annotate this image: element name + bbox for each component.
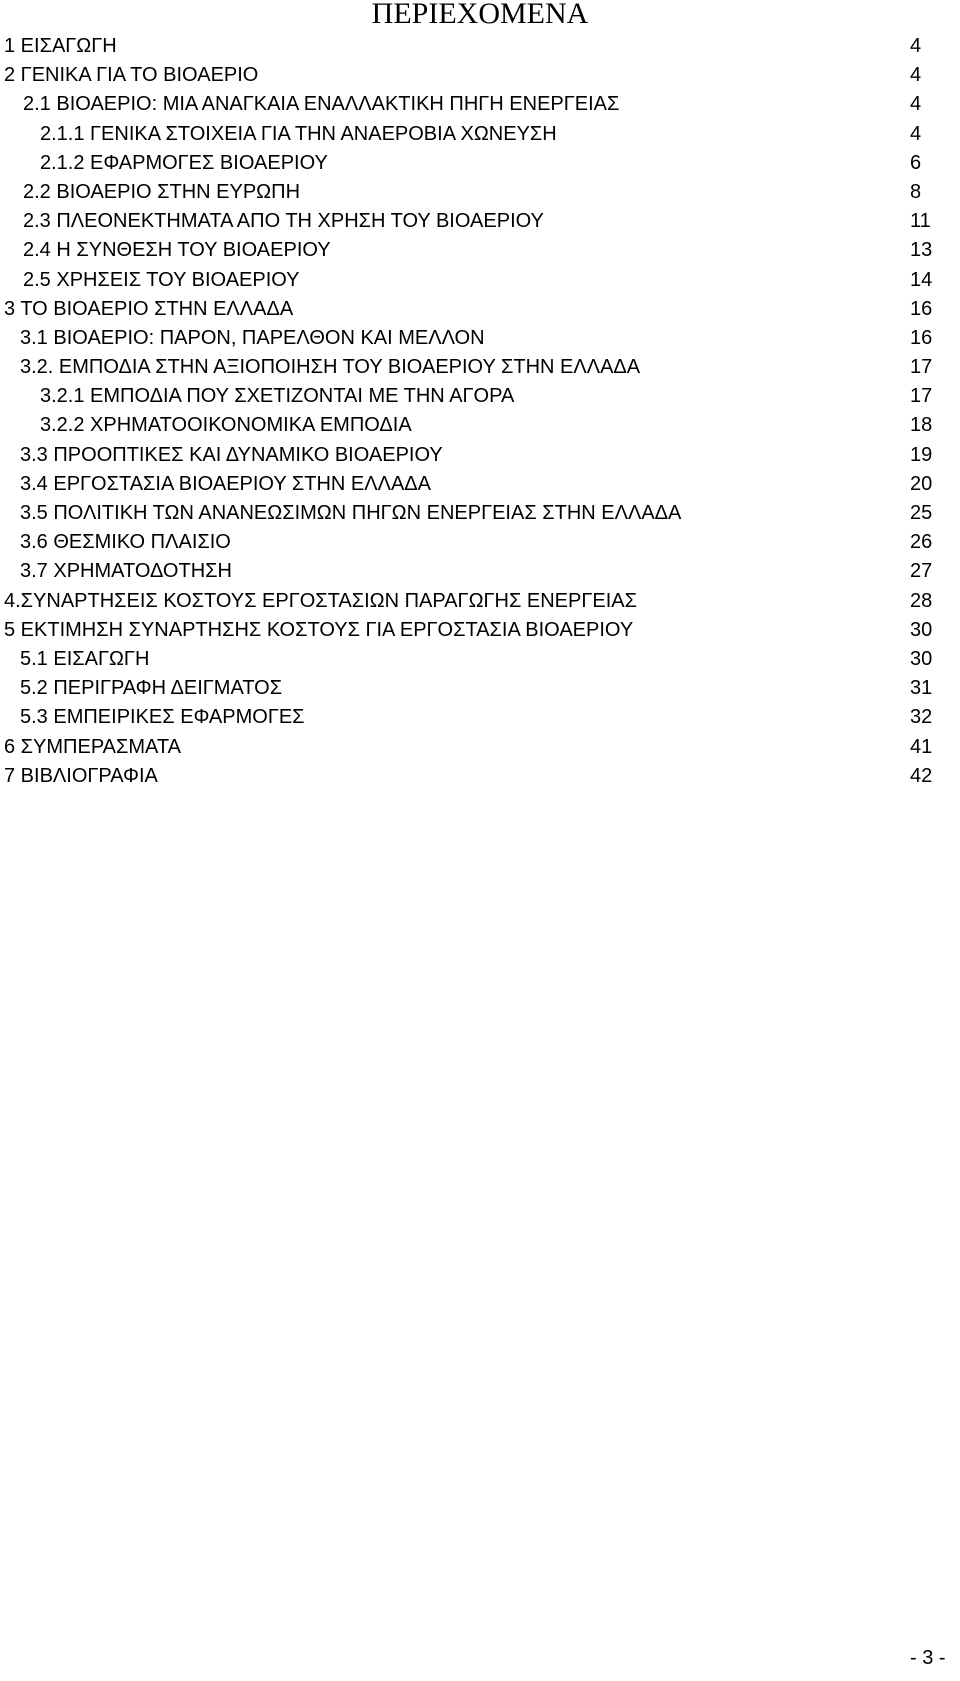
toc-entry-page: 30 bbox=[910, 647, 933, 670]
toc-entry[interactable] bbox=[0, 178, 960, 207]
toc-entry[interactable] bbox=[0, 207, 960, 236]
toc-entry-page: 32 bbox=[910, 706, 933, 729]
toc-entry-page: 17 bbox=[910, 356, 933, 379]
toc-entry-label: 1 ΕΙΣΑΓΩΓΗ bbox=[4, 35, 117, 57]
toc-entry[interactable] bbox=[0, 616, 960, 645]
toc-entry[interactable] bbox=[0, 120, 960, 149]
toc-entry-label: 3.2.2 ΧΡΗΜΑΤΟΟΙΚΟΝΟΜΙΚΑ ΕΜΠΟΔΙΑ bbox=[40, 414, 412, 437]
toc-entry-page: 6 bbox=[910, 151, 922, 174]
toc-entry[interactable] bbox=[0, 703, 960, 732]
toc-entry-page: 16 bbox=[910, 326, 933, 349]
toc-entry-page: 4 bbox=[910, 93, 922, 116]
toc-entry-label: 6 ΣΥΜΠΕΡΑΣΜΑΤΑ bbox=[4, 735, 181, 758]
toc-entry-label: 2.1.1 ΓΕΝΙΚΑ ΣΤΟΙΧΕΙΑ ΓΙΑ ΤΗΝ ΑΝΑΕΡΟΒΙΑ ΧΩΝΕΥΣΗ bbox=[40, 122, 557, 145]
toc-entry[interactable] bbox=[0, 90, 960, 119]
toc-entry-label: 3.3 ΠΡΟΟΠΤΙΚΕΣ ΚΑΙ ΔΥΝΑΜΙΚΟ ΒΙΟΑΕΡΙΟΥ bbox=[20, 443, 443, 466]
toc-entry-label: 3 ΤΟ ΒΙΟΑΕΡΙΟ ΣΤΗΝ ΕΛΛΑΔΑ bbox=[4, 297, 294, 320]
toc-entry-label: 3.5 ΠΟΛΙΤΙΚΗ ΤΩΝ ΑΝΑΝΕΩΣΙΜΩΝ ΠΗΓΩΝ ΕΝΕΡΓΕΙΑΣ ΣΤΗΝ ΕΛΛΑΔΑ bbox=[20, 502, 682, 524]
toc-entry-page: 13 bbox=[910, 239, 933, 262]
toc-entry-label: 2.1.2 ΕΦΑΡΜΟΓΕΣ ΒΙΟΑΕΡΙΟΥ bbox=[40, 151, 328, 174]
toc-entry-label: 3.4 ΕΡΓΟΣΤΑΣΙΑ ΒΙΟΑΕΡΙΟΥ ΣΤΗΝ ΕΛΛΑΔΑ bbox=[20, 472, 431, 495]
toc-entry-page: 18 bbox=[910, 414, 933, 437]
toc-entry-page: 31 bbox=[910, 677, 933, 700]
toc-entry[interactable] bbox=[0, 587, 960, 616]
toc-entry-page: 27 bbox=[910, 560, 933, 583]
toc-entry-label: 5 ΕΚΤΙΜΗΣΗ ΣΥΝΑΡΤΗΣΗΣ ΚΟΣΤΟΥΣ ΓΙΑ ΕΡΓΟΣΤΑΣΙΑ ΒΙΟΑΕΡΙΟΥ bbox=[4, 618, 634, 641]
toc-entry-label: 3.2.1 ΕΜΠΟΔΙΑ ΠΟΥ ΣΧΕΤΙΖΟΝΤΑΙ ΜΕ ΤΗΝ ΑΓΟΡΑ bbox=[40, 385, 515, 408]
toc-entry-label: 3.7 ΧΡΗΜΑΤΟΔΟΤΗΣΗ bbox=[20, 560, 232, 583]
toc-entry-page: 41 bbox=[910, 735, 933, 758]
toc-entry[interactable] bbox=[0, 645, 960, 674]
toc-entry-label: 5.2 ΠΕΡΙΓΡΑΦΗ ΔΕΙΓΜΑΤΟΣ bbox=[20, 677, 283, 700]
toc-entry[interactable] bbox=[0, 61, 960, 90]
toc-entry-label: 5.3 ΕΜΠΕΙΡΙΚΕΣ ΕΦΑΡΜΟΓΕΣ bbox=[20, 706, 305, 729]
toc-entry[interactable] bbox=[0, 236, 960, 265]
toc-entry-label: 2.2 ΒΙΟΑΕΡΙΟ ΣΤΗΝ ΕΥΡΩΠΗ bbox=[23, 180, 301, 203]
toc-entry[interactable] bbox=[0, 266, 960, 295]
toc-entry[interactable] bbox=[0, 324, 960, 353]
toc-entry-page: 16 bbox=[910, 297, 933, 320]
toc-entry-page: 25 bbox=[910, 502, 933, 524]
toc-entry[interactable] bbox=[0, 528, 960, 557]
toc-entry[interactable] bbox=[0, 674, 960, 703]
toc-entry-page: 17 bbox=[910, 385, 933, 408]
toc-entry[interactable] bbox=[0, 441, 960, 470]
toc-entry-label: 2.1 ΒΙΟΑΕΡΙΟ: ΜΙΑ ΑΝΑΓΚΑΙΑ ΕΝΑΛΛΑΚΤΙΚΗ ΠΗΓΗ ΕΝΕΡΓΕΙΑΣ bbox=[23, 93, 620, 116]
toc-entry-page: 20 bbox=[910, 472, 933, 495]
toc-entry[interactable] bbox=[0, 32, 960, 61]
toc-entry-label: 3.6 ΘΕΣΜΙΚΟ ΠΛΑΙΣΙΟ bbox=[20, 531, 231, 554]
page-number: - 3 - bbox=[910, 1647, 946, 1669]
toc-entry-page: 8 bbox=[910, 180, 922, 203]
toc-entry-page: 42 bbox=[910, 764, 933, 787]
toc-entry-label: 2.5 ΧΡΗΣΕΙΣ ΤΟΥ ΒΙΟΑΕΡΙΟΥ bbox=[23, 268, 300, 291]
toc-entry[interactable] bbox=[0, 411, 960, 440]
toc-entry-label: 4.ΣΥΝΑΡΤΗΣΕΙΣ ΚΟΣΤΟΥΣ ΕΡΓΟΣΤΑΣΙΩΝ ΠΑΡΑΓΩΓΗΣ ΕΝΕΡΓΕΙΑΣ bbox=[4, 589, 637, 612]
toc-entry[interactable] bbox=[0, 557, 960, 586]
toc-entry[interactable] bbox=[0, 499, 960, 528]
toc-entry-page: 4 bbox=[910, 122, 922, 145]
toc-entry-label: 3.2. ΕΜΠΟΔΙΑ ΣΤΗΝ ΑΞΙΟΠΟΙΗΣΗ ΤΟΥ ΒΙΟΑΕΡΙΟΥ ΣΤΗΝ ΕΛΛΑΔΑ bbox=[20, 356, 641, 379]
toc-entry-label: 2 ΓΕΝΙΚΑ ΓΙΑ ΤΟ ΒΙΟΑΕΡΙΟ bbox=[4, 64, 259, 87]
toc-entry[interactable] bbox=[0, 382, 960, 411]
toc-entry-page: 26 bbox=[910, 531, 933, 554]
toc-entry-label: 7 ΒΙΒΛΙΟΓΡΑΦΙΑ bbox=[4, 764, 158, 787]
page-title: ΠΕΡΙΕΧΟΜΕΝΑ bbox=[371, 0, 589, 30]
toc-entry-label: 2.3 ΠΛΕΟΝΕΚΤΗΜΑΤΑ ΑΠΟ ΤΗ ΧΡΗΣΗ ΤΟΥ ΒΙΟΑΕΡΙΟΥ bbox=[23, 210, 544, 233]
toc-entry-page: 14 bbox=[910, 268, 933, 291]
toc-entry-page: 11 bbox=[910, 210, 931, 233]
toc-entry[interactable] bbox=[0, 149, 960, 178]
toc-entry[interactable] bbox=[0, 353, 960, 382]
toc-entry[interactable] bbox=[0, 733, 960, 762]
toc-entry-label: 3.1 ΒΙΟΑΕΡΙΟ: ΠΑΡΟΝ, ΠΑΡΕΛΘΟΝ ΚΑΙ ΜΕΛΛΟΝ bbox=[20, 326, 485, 349]
toc-entry-page: 19 bbox=[910, 443, 933, 466]
toc-entry[interactable] bbox=[0, 762, 960, 791]
toc-entry-label: 2.4 Η ΣΥΝΘΕΣΗ ΤΟΥ ΒΙΟΑΕΡΙΟΥ bbox=[23, 239, 331, 262]
toc-entry[interactable] bbox=[0, 295, 960, 324]
toc-entry-page: 28 bbox=[910, 589, 933, 612]
table-of-contents bbox=[0, 32, 960, 791]
toc-entry-page: 4 bbox=[910, 64, 922, 87]
toc-entry-page: 4 bbox=[910, 35, 922, 57]
toc-entry-label: 5.1 ΕΙΣΑΓΩΓΗ bbox=[20, 647, 150, 670]
toc-entry-page: 30 bbox=[910, 618, 933, 641]
toc-entry[interactable] bbox=[0, 470, 960, 499]
